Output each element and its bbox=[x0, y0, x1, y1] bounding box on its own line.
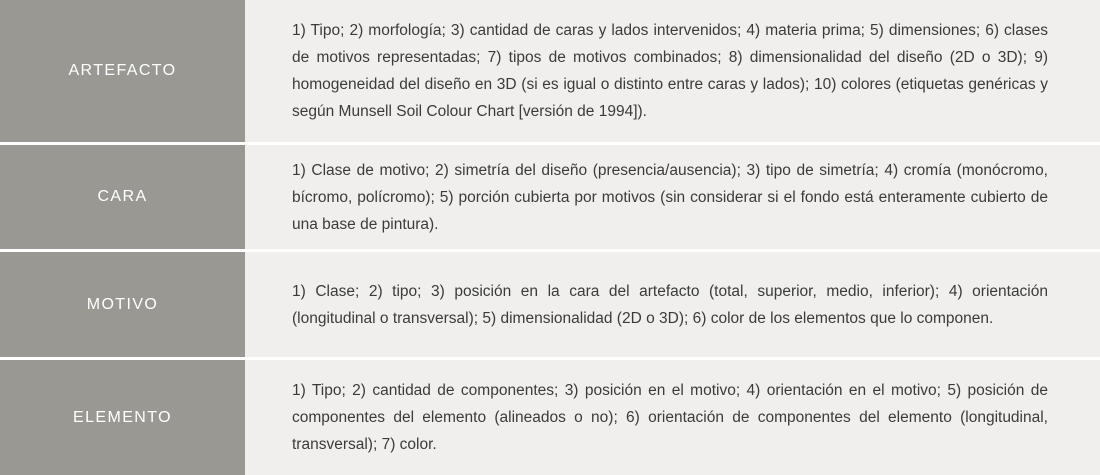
row-label-artefacto: ARTEFACTO bbox=[68, 62, 177, 79]
row-label-motivo: MOTIVO bbox=[86, 295, 159, 313]
row-description-cell bbox=[245, 0, 1100, 142]
row-label-cell bbox=[0, 145, 245, 249]
row-label-cell bbox=[0, 252, 245, 357]
table-row-cara bbox=[0, 142, 1100, 249]
row-description-cell bbox=[245, 252, 1100, 357]
row-description-elemento: 1) Tipo; 2) cantidad de componentes; 3) posición en el motivo; 4) orientación en el motivo; 5) posición de componentes del elemento (alineados o no); 6) orientación de componentes del elemento (longitudinal, transversal); 7) color. bbox=[292, 382, 1048, 453]
row-description-artefacto: 1) Tipo; 2) morfología; 3) cantidad de caras y lados intervenidos; 4) materia prima; 5) dimensiones; 6) clases de motivos representadas; 7) tipos de motivos combinados; 8) dimensionalidad del diseño (2D o 3D); 9) homogeneidad del diseño en 3D (si es igual o distinto entre caras y lados); 10) colores (etiquetas genéricas y según Munsell Soil Colour Chart [versión de 1994]). bbox=[292, 22, 1048, 120]
table-row-elemento bbox=[0, 357, 1100, 475]
row-label-cell bbox=[0, 0, 245, 142]
row-description-cell bbox=[245, 145, 1100, 249]
row-description-cara: 1) Clase de motivo; 2) simetría del diseño (presencia/ausencia); 3) tipo de simetría; 4) cromía (monócromo, bícromo, polícromo); 5) porción cubierta por motivos (sin considerar si el fondo está enteramente cubierto de una base de pintura). bbox=[292, 161, 1048, 233]
row-description-cell bbox=[245, 360, 1100, 475]
row-label-elemento: ELEMENTO bbox=[73, 408, 172, 426]
table-row-artefacto bbox=[0, 0, 1100, 142]
row-description-motivo: 1) Clase; 2) tipo; 3) posición en la cara del artefacto (total, superior, medio, inferior); 4) orientación (longitudinal o transversal); 5) dimensionalidad (2D o 3D); 6) color de los elementos que lo componen. bbox=[292, 282, 1048, 327]
table-row-motivo bbox=[0, 249, 1100, 357]
row-label-cara: CARA bbox=[97, 188, 148, 205]
row-label-cell bbox=[0, 360, 245, 475]
